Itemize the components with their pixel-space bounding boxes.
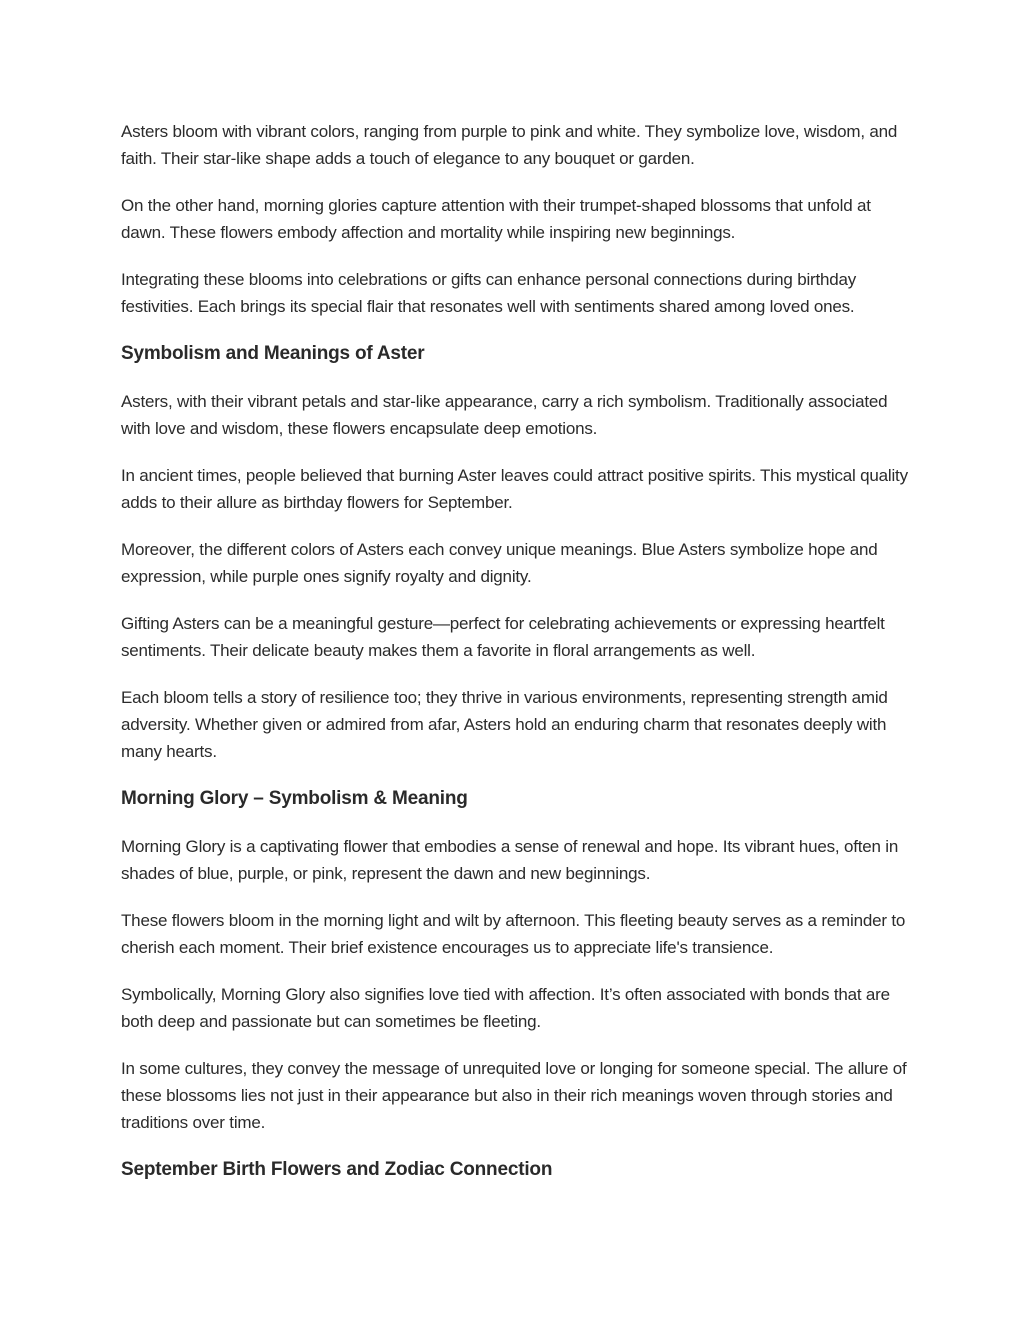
morning-glory-paragraph-2: These flowers bloom in the morning light and wilt by afternoon. This fleeting beauty serves as a reminder to cherish each moment. Their brief existence encourages us to appreciate life's transience. — [121, 911, 906, 957]
intro-paragraph-3: Integrating these blooms into celebrations or gifts can enhance personal connections during birthday festivities. Each brings its special flair that resonates well with sentiments shared among loved ones. — [121, 270, 857, 316]
aster-paragraph-5: Each bloom tells a story of resilience too; they thrive in various environments, representing strength amid adversity. Whether given or admired from afar, Asters hold an enduring charm that resonates deeply with many hearts. — [121, 688, 888, 761]
morning-glory-paragraph-3: Symbolically, Morning Glory also signifies love tied with affection. It’s often associated with bonds that are both deep and passionate but can sometimes be fleeting. — [121, 985, 890, 1031]
intro-paragraph-1: Asters bloom with vibrant colors, ranging from purple to pink and white. They symbolize love, wisdom, and faith. Their star-like shape adds a touch of elegance to any bouquet or garden. — [121, 122, 898, 168]
document-page — [121, 118, 911, 1204]
morning-glory-paragraph-1: Morning Glory is a captivating flower that embodies a sense of renewal and hope. Its vibrant hues, often in shades of blue, purple, or pink, represent the dawn and new beginnings. — [121, 837, 899, 883]
aster-paragraph-2: In ancient times, people believed that burning Aster leaves could attract positive spirits. This mystical quality adds to their allure as birthday flowers for September. — [121, 466, 908, 512]
morning-glory-paragraph-4: In some cultures, they convey the message of unrequited love or longing for someone special. The allure of these blossoms lies not just in their appearance but also in their rich meanings woven through stories and traditions over time. — [121, 1059, 907, 1132]
zodiac-section-heading: September Birth Flowers and Zodiac Connection — [121, 1159, 553, 1180]
aster-paragraph-3: Moreover, the different colors of Asters each convey unique meanings. Blue Asters symbolize hope and expression, while purple ones signify royalty and dignity. — [121, 540, 878, 586]
intro-paragraph-2: On the other hand, morning glories capture attention with their trumpet-shaped blossoms that unfold at dawn. These flowers embody affection and mortality while inspiring new beginnings. — [121, 196, 871, 242]
morning-glory-section-heading: Morning Glory – Symbolism & Meaning — [121, 788, 468, 809]
aster-paragraph-4: Gifting Asters can be a meaningful gesture—perfect for celebrating achievements or expressing heartfelt sentiments. Their delicate beauty makes them a favorite in floral arrangements as well. — [121, 614, 885, 660]
aster-paragraph-1: Asters, with their vibrant petals and star-like appearance, carry a rich symbolism. Traditionally associated with love and wisdom, these flowers encapsulate deep emotions. — [121, 392, 888, 438]
aster-section-heading: Symbolism and Meanings of Aster — [121, 343, 425, 364]
